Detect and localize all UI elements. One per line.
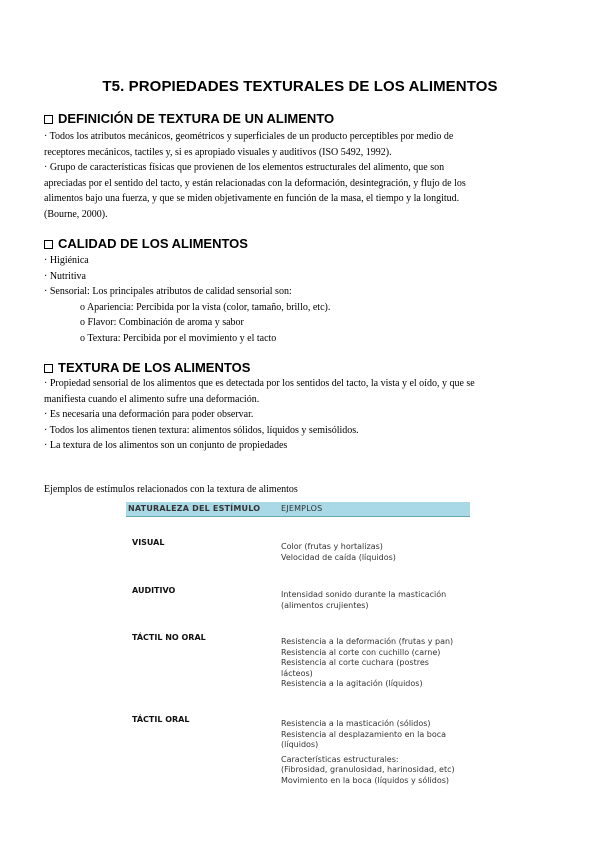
row-examples <box>281 637 471 690</box>
checkbox-bullet-icon <box>44 240 53 249</box>
example-line: Resistencia al corte con cuchillo (carne) <box>281 647 441 657</box>
example-line: (líquidos) <box>281 740 319 750</box>
text-line: apreciadas por el sentido del tacto, y están relacionadas con la deformación, desintegración, y flujo de los <box>44 177 466 189</box>
section-heading-textura <box>44 360 250 375</box>
text-line: alimentos bajo una fuerza, y que se miden objetivamente en función de la masa, el tiempo y la longitud. <box>44 193 460 205</box>
example-line: Características estructurales: <box>281 754 399 764</box>
row-category: AUDITIVO <box>132 586 176 595</box>
section-body-textura <box>44 376 544 454</box>
text-line: · Todos los atributos mecánicos, geométricos y superficiales de un producto perceptibles por medio de <box>44 131 454 142</box>
section-heading-text: TEXTURA DE LOS ALIMENTOS <box>58 360 251 375</box>
text-line: (Bourne, 2000). <box>44 208 108 220</box>
example-line: Resistencia al corte cuchara (postres <box>281 658 429 668</box>
example-line: Resistencia a la agitación (líquidos) <box>281 679 423 689</box>
example-line: Color (frutas y hortalizas) <box>281 542 383 551</box>
example-line: Velocidad de caída (líquidos) <box>281 552 396 562</box>
section-body-definicion <box>44 129 544 223</box>
sub-list-item: o Apariencia: Percibida por la vista (color, tamaño, brillo, etc). <box>80 301 331 313</box>
text-line: · Sensorial: Los principales atributos de calidad sensorial son: <box>44 286 292 298</box>
text-line: · La textura de los alimentos son un conjunto de propiedades <box>44 440 288 452</box>
text-line: · Grupo de características físicas que provienen de los elementos estructurales del alimento, que son <box>44 162 445 174</box>
example-line: Resistencia a la deformación (frutas y pan) <box>281 637 454 646</box>
text-line: · Propiedad sensorial de los alimentos que es detectada por los sentidos del tacto, la vista y el oído, y que se <box>44 378 475 389</box>
row-category: VISUAL <box>132 538 165 547</box>
row-examples <box>281 542 471 563</box>
row-category: TÁCTIL NO ORAL <box>132 633 206 642</box>
text-line: · Higiénica <box>44 255 89 266</box>
example-line: lácteos) <box>281 668 313 678</box>
header-cell-ejemplos: EJEMPLOS <box>281 504 323 513</box>
header-cell-naturaleza: NATURALEZA DEL ESTÍMULO <box>128 504 261 513</box>
example-line: Resistencia a la masticación (sólidos) <box>281 719 431 728</box>
section-body-calidad <box>44 253 544 347</box>
row-category: TÁCTIL ORAL <box>132 715 190 724</box>
sub-list-item: o Flavor: Combinación de aroma y sabor <box>80 317 244 329</box>
table-header <box>126 502 470 517</box>
checkbox-bullet-icon <box>44 364 53 373</box>
example-line: (alimentos crujientes) <box>281 600 369 610</box>
section-heading-calidad <box>44 236 248 251</box>
row-examples <box>281 719 471 787</box>
section-heading-definicion <box>44 111 334 126</box>
row-examples <box>281 590 471 611</box>
text-line: · Es necesaria una deformación para poder observar. <box>44 409 254 421</box>
section-heading-text: CALIDAD DE LOS ALIMENTOS <box>58 236 248 251</box>
example-line: Movimiento en la boca (líquidos y sólidos) <box>281 775 450 785</box>
section-heading-text: DEFINICIÓN DE TEXTURA DE UN ALIMENTO <box>58 111 335 126</box>
example-line: Resistencia al desplazamiento en la boca <box>281 729 447 739</box>
checkbox-bullet-icon <box>44 115 53 124</box>
example-line: (Fibrosidad, granulosidad, harinosidad, etc) <box>281 765 455 775</box>
page-title: T5. PROPIEDADES TEXTURALES DE LOS ALIMENTOS <box>102 78 498 95</box>
table-caption: Ejemplos de estímulos relacionados con la textura de alimentos <box>44 484 298 495</box>
stimuli-table <box>126 502 470 796</box>
text-line: manifiesta cuando el alimento sufre una deformación. <box>44 393 260 405</box>
text-line: · Todos los alimentos tienen textura: alimentos sólidos, líquidos y semisólidos. <box>44 424 359 436</box>
sub-list-item: o Textura: Percibida por el movimiento y el tacto <box>80 332 277 344</box>
text-line: · Nutritiva <box>44 270 86 282</box>
example-line: Intensidad sonido durante la masticación <box>281 590 447 599</box>
text-line: receptores mecánicos, tactiles y, si es apropiado visuales y auditivos (ISO 5492, 1992). <box>44 146 392 158</box>
